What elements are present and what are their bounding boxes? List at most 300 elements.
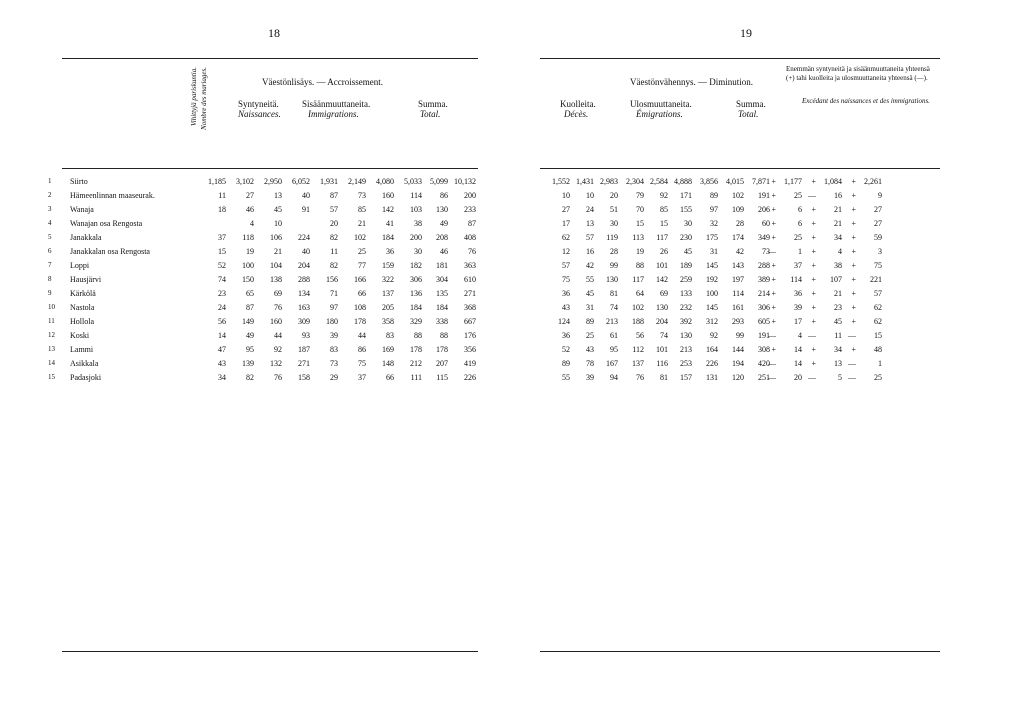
value-cell: + (811, 233, 816, 242)
immigrations-heading: Sisäänmuuttaneita. (302, 99, 371, 109)
value-cell: 155 (680, 205, 692, 214)
value-cell: 85 (660, 205, 668, 214)
value-cell: 102 (354, 233, 366, 242)
births-heading: Syntyneitä. (238, 99, 279, 109)
value-cell: 25 (794, 233, 802, 242)
value-cell: 349 (758, 233, 770, 242)
value-cell: 191 (758, 191, 770, 200)
value-cell: + (771, 317, 776, 326)
value-cell: 2,304 (626, 177, 644, 186)
value-cell: 171 (680, 191, 692, 200)
value-cell: 24 (218, 303, 226, 312)
value-cell: 184 (410, 303, 422, 312)
deaths-heading-fr: Décès. (564, 109, 589, 119)
value-cell: 213 (680, 345, 692, 354)
value-cell: 62 (874, 317, 882, 326)
table-row (48, 357, 478, 371)
value-cell: + (811, 275, 816, 284)
table-row (48, 259, 478, 273)
value-cell: 52 (218, 261, 226, 270)
value-cell: 6,052 (292, 177, 310, 186)
value-cell: 57 (562, 261, 570, 270)
marriages-heading-fr: Nombre des mariages. (200, 67, 208, 130)
value-cell: 100 (242, 261, 254, 270)
value-cell: 49 (246, 331, 254, 340)
table-row (540, 189, 940, 203)
value-cell: 368 (464, 303, 476, 312)
value-cell: 91 (302, 205, 310, 214)
value-cell: + (771, 177, 776, 186)
value-cell: 65 (246, 289, 254, 298)
table-row (540, 259, 940, 273)
value-cell: 329 (410, 317, 422, 326)
value-cell: 1,552 (552, 177, 570, 186)
value-cell: 87 (330, 191, 338, 200)
value-cell: 204 (298, 261, 310, 270)
value-cell: 75 (358, 359, 366, 368)
value-cell: 10 (274, 219, 282, 228)
value-cell: 78 (586, 359, 594, 368)
total-heading-right-fr: Total. (738, 109, 759, 119)
value-cell: 207 (436, 359, 448, 368)
value-cell: — (768, 331, 776, 340)
value-cell: 271 (298, 359, 310, 368)
value-cell: — (768, 359, 776, 368)
row-number: 12 (48, 331, 55, 339)
value-cell: 10 (586, 191, 594, 200)
value-cell: 145 (706, 261, 718, 270)
value-cell: + (771, 289, 776, 298)
table-row (48, 371, 478, 385)
value-cell: 205 (382, 303, 394, 312)
value-cell: + (851, 317, 856, 326)
value-cell: 36 (562, 289, 570, 298)
value-cell: 132 (270, 359, 282, 368)
value-cell: 102 (632, 303, 644, 312)
value-cell: + (771, 233, 776, 242)
value-cell: 9 (878, 191, 882, 200)
value-cell: 74 (610, 303, 618, 312)
row-number: 7 (48, 261, 52, 269)
value-cell: 130 (656, 303, 668, 312)
value-cell: 109 (732, 205, 744, 214)
value-cell: 194 (732, 359, 744, 368)
value-cell: 15 (660, 219, 668, 228)
value-cell: 14 (218, 331, 226, 340)
value-cell: 106 (270, 233, 282, 242)
value-cell: 312 (706, 317, 718, 326)
value-cell: 38 (414, 219, 422, 228)
value-cell: 88 (414, 331, 422, 340)
table-row (48, 175, 478, 189)
value-cell: 27 (874, 205, 882, 214)
table-row (48, 301, 478, 315)
value-cell: + (851, 233, 856, 242)
value-cell: 142 (382, 205, 394, 214)
table-row (540, 231, 940, 245)
value-cell: 200 (464, 191, 476, 200)
value-cell: 145 (706, 303, 718, 312)
emigrations-heading-fr: Émigrations. (636, 109, 683, 119)
value-cell: 309 (298, 317, 310, 326)
value-cell: 3,102 (236, 177, 254, 186)
total-heading-fr: Total. (420, 109, 441, 119)
value-cell: 28 (610, 247, 618, 256)
value-cell: 43 (586, 345, 594, 354)
value-cell: + (811, 345, 816, 354)
value-cell: 134 (298, 289, 310, 298)
value-cell: 163 (298, 303, 310, 312)
table-row (540, 371, 940, 385)
value-cell: 76 (274, 373, 282, 382)
value-cell: — (848, 373, 856, 382)
value-cell: 156 (326, 275, 338, 284)
value-cell: 99 (736, 331, 744, 340)
value-cell: 56 (218, 317, 226, 326)
value-cell: 139 (242, 359, 254, 368)
value-cell: 29 (330, 373, 338, 382)
value-cell: 226 (464, 373, 476, 382)
value-cell: 419 (464, 359, 476, 368)
value-cell: 34 (218, 373, 226, 382)
left-table-body (48, 169, 478, 651)
value-cell: 167 (606, 359, 618, 368)
value-cell: 4 (250, 219, 254, 228)
value-cell: 95 (246, 345, 254, 354)
value-cell: 40 (302, 191, 310, 200)
right-table (540, 58, 940, 652)
value-cell: 169 (382, 345, 394, 354)
value-cell: 200 (410, 233, 422, 242)
value-cell: 2,584 (650, 177, 668, 186)
parish-name: Koski (70, 331, 90, 340)
value-cell: 31 (710, 247, 718, 256)
value-cell: 100 (706, 289, 718, 298)
value-cell: + (771, 219, 776, 228)
value-cell: 184 (382, 233, 394, 242)
value-cell: + (851, 275, 856, 284)
value-cell: 212 (410, 359, 422, 368)
value-cell: 49 (440, 219, 448, 228)
value-cell: 118 (242, 233, 254, 242)
value-cell: 4 (838, 247, 842, 256)
value-cell: 322 (382, 275, 394, 284)
value-cell: + (811, 317, 816, 326)
value-cell: — (808, 191, 816, 200)
value-cell: 13 (274, 191, 282, 200)
value-cell: 76 (468, 247, 476, 256)
value-cell: 85 (358, 205, 366, 214)
value-cell: 79 (636, 191, 644, 200)
value-cell: 62 (562, 233, 570, 242)
value-cell: 21 (834, 205, 842, 214)
value-cell: 75 (874, 261, 882, 270)
value-cell: 120 (732, 373, 744, 382)
table-row (48, 273, 478, 287)
value-cell: 92 (710, 331, 718, 340)
value-cell: 142 (656, 275, 668, 284)
value-cell: 23 (218, 289, 226, 298)
value-cell: 11 (834, 331, 842, 340)
value-cell: 75 (562, 275, 570, 284)
value-cell: 73 (762, 247, 770, 256)
total-heading: Summa. (418, 99, 448, 109)
value-cell: 59 (874, 233, 882, 242)
value-cell: 88 (636, 261, 644, 270)
value-cell: 13 (586, 219, 594, 228)
value-cell: 233 (464, 205, 476, 214)
value-cell: 150 (242, 275, 254, 284)
value-cell: 213 (606, 317, 618, 326)
value-cell: 158 (298, 373, 310, 382)
value-cell: 36 (386, 247, 394, 256)
value-cell: 103 (410, 205, 422, 214)
value-cell: 55 (586, 275, 594, 284)
table-row (48, 329, 478, 343)
value-cell: 27 (246, 191, 254, 200)
value-cell: 40 (302, 247, 310, 256)
value-cell: 4,015 (726, 177, 744, 186)
value-cell: 86 (440, 191, 448, 200)
value-cell: 1 (798, 247, 802, 256)
value-cell: 25 (358, 247, 366, 256)
parish-name: Asikkala (70, 359, 99, 368)
table-row (540, 357, 940, 371)
diminution-heading: Väestönvähennys. — Diminution. (630, 77, 753, 87)
value-cell: 61 (610, 331, 618, 340)
value-cell: 148 (382, 359, 394, 368)
value-cell: 21 (358, 219, 366, 228)
value-cell: 221 (870, 275, 882, 284)
value-cell: 230 (680, 233, 692, 242)
value-cell: 130 (680, 331, 692, 340)
value-cell: 89 (586, 317, 594, 326)
table-row (48, 189, 478, 203)
value-cell: 19 (636, 247, 644, 256)
value-cell: 21 (834, 289, 842, 298)
value-cell: 17 (794, 317, 802, 326)
value-cell: + (851, 247, 856, 256)
value-cell: 189 (680, 261, 692, 270)
row-number: 15 (48, 373, 55, 381)
value-cell: 32 (710, 219, 718, 228)
value-cell: 160 (270, 317, 282, 326)
table-row (540, 301, 940, 315)
value-cell: 44 (358, 331, 366, 340)
parish-name: Nastola (70, 303, 95, 312)
value-cell: 27 (874, 219, 882, 228)
value-cell: 5,033 (404, 177, 422, 186)
value-cell: 226 (706, 359, 718, 368)
value-cell: 1,177 (784, 177, 802, 186)
value-cell: + (851, 289, 856, 298)
value-cell: 34 (834, 233, 842, 242)
value-cell: 166 (354, 275, 366, 284)
row-number: 8 (48, 275, 52, 283)
value-cell: 130 (436, 205, 448, 214)
parish-name: Siirto (70, 177, 88, 186)
value-cell: 47 (218, 345, 226, 354)
value-cell: 37 (794, 261, 802, 270)
value-cell: 46 (440, 247, 448, 256)
parish-name: Loppi (70, 261, 90, 270)
value-cell: 89 (562, 359, 570, 368)
value-cell: + (771, 345, 776, 354)
value-cell: 114 (410, 191, 422, 200)
value-cell: 115 (436, 373, 448, 382)
table-row (540, 287, 940, 301)
value-cell: 15 (218, 247, 226, 256)
value-cell: 135 (436, 289, 448, 298)
value-cell: 175 (706, 233, 718, 242)
value-cell: 15 (874, 331, 882, 340)
value-cell: + (811, 261, 816, 270)
value-cell: 176 (464, 331, 476, 340)
value-cell: 97 (330, 303, 338, 312)
value-cell: 97 (710, 205, 718, 214)
deaths-heading: Kuolleita. (560, 99, 596, 109)
value-cell: 81 (610, 289, 618, 298)
value-cell: 192 (706, 275, 718, 284)
row-number: 5 (48, 233, 52, 241)
value-cell: 2,149 (348, 177, 366, 186)
value-cell: 130 (606, 275, 618, 284)
table-row (48, 287, 478, 301)
value-cell: 66 (386, 373, 394, 382)
value-cell: 117 (632, 275, 644, 284)
value-cell: 77 (358, 261, 366, 270)
row-number: 1 (48, 177, 52, 185)
table-row (48, 315, 478, 329)
value-cell: 4,080 (376, 177, 394, 186)
value-cell: — (768, 373, 776, 382)
value-cell: 1 (878, 359, 882, 368)
value-cell: — (808, 373, 816, 382)
left-table (48, 58, 478, 652)
value-cell: 101 (656, 345, 668, 354)
value-cell: 69 (660, 289, 668, 298)
value-cell: 21 (834, 219, 842, 228)
table-row (48, 245, 478, 259)
value-cell: + (771, 303, 776, 312)
value-cell: 164 (706, 345, 718, 354)
value-cell: 69 (274, 289, 282, 298)
value-cell: 82 (246, 373, 254, 382)
value-cell: 206 (758, 205, 770, 214)
value-cell: 182 (410, 261, 422, 270)
total-heading-right: Summa. (736, 99, 766, 109)
row-number: 6 (48, 247, 52, 255)
value-cell: 288 (758, 261, 770, 270)
value-cell: 83 (386, 331, 394, 340)
table-row (540, 343, 940, 357)
value-cell: 181 (436, 261, 448, 270)
value-cell: 610 (464, 275, 476, 284)
value-cell: 187 (298, 345, 310, 354)
value-cell: 137 (382, 289, 394, 298)
value-cell: 308 (758, 345, 770, 354)
value-cell: 20 (330, 219, 338, 228)
value-cell: 605 (758, 317, 770, 326)
value-cell: 137 (632, 359, 644, 368)
emigrations-heading: Ulosmuuttaneita. (630, 99, 692, 109)
value-cell: 43 (218, 359, 226, 368)
value-cell: 149 (242, 317, 254, 326)
value-cell: 113 (632, 233, 644, 242)
right-table-header (540, 59, 940, 169)
value-cell: 18 (218, 205, 226, 214)
value-cell: 14 (794, 345, 802, 354)
value-cell: 159 (382, 261, 394, 270)
value-cell: 76 (636, 373, 644, 382)
value-cell: 131 (706, 373, 718, 382)
value-cell: 304 (436, 275, 448, 284)
value-cell: 24 (586, 205, 594, 214)
value-cell: 420 (758, 359, 770, 368)
value-cell: 4 (798, 331, 802, 340)
value-cell: + (851, 219, 856, 228)
value-cell: 39 (794, 303, 802, 312)
value-cell: 197 (732, 275, 744, 284)
value-cell: 5 (838, 373, 842, 382)
value-cell: 37 (358, 373, 366, 382)
value-cell: 95 (610, 345, 618, 354)
value-cell: 99 (610, 261, 618, 270)
table-row (540, 203, 940, 217)
value-cell: 45 (834, 317, 842, 326)
value-cell: 117 (656, 233, 668, 242)
value-cell: 178 (354, 317, 366, 326)
value-cell: 188 (632, 317, 644, 326)
value-cell: 34 (834, 345, 842, 354)
table-row (48, 217, 478, 231)
value-cell: 124 (558, 317, 570, 326)
value-cell: — (848, 359, 856, 368)
value-cell: 259 (680, 275, 692, 284)
value-cell: + (811, 177, 816, 186)
value-cell: + (771, 191, 776, 200)
table-row (540, 175, 940, 189)
row-number: 10 (48, 303, 55, 311)
parish-name: Padasjoki (70, 373, 102, 382)
value-cell: 178 (436, 345, 448, 354)
value-cell: 86 (358, 345, 366, 354)
value-cell: + (811, 247, 816, 256)
value-cell: 1,431 (576, 177, 594, 186)
value-cell: 45 (586, 289, 594, 298)
value-cell: 6 (798, 219, 802, 228)
value-cell: 87 (468, 219, 476, 228)
value-cell: 12 (562, 247, 570, 256)
value-cell: 19 (246, 247, 254, 256)
value-cell: 392 (680, 317, 692, 326)
value-cell: 39 (330, 331, 338, 340)
parish-name: Kärkölä (70, 289, 96, 298)
value-cell: + (851, 261, 856, 270)
value-cell: 2,950 (264, 177, 282, 186)
value-cell: 11 (330, 247, 338, 256)
value-cell: 208 (436, 233, 448, 242)
value-cell: 306 (758, 303, 770, 312)
value-cell: 71 (330, 289, 338, 298)
value-cell: + (851, 191, 856, 200)
value-cell: 10 (562, 191, 570, 200)
parish-name: Lammi (70, 345, 94, 354)
value-cell: 89 (710, 191, 718, 200)
excess-heading-fr: Excédant des naissances et des immigrations. (802, 97, 930, 105)
value-cell: 119 (606, 233, 618, 242)
value-cell: 36 (562, 331, 570, 340)
